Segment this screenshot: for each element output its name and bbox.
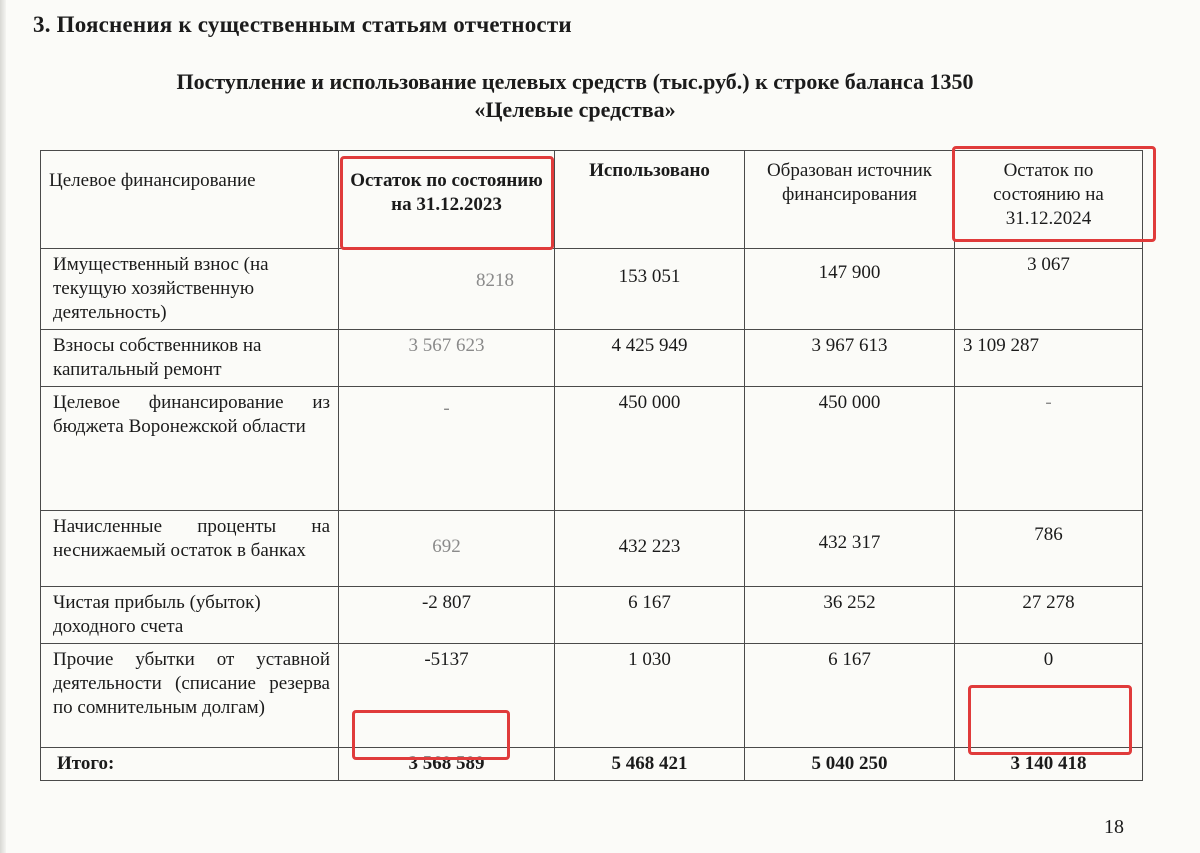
row-label: Чистая прибыль (убыток) доходного счета	[41, 587, 339, 644]
row-cell: 1 030	[555, 644, 745, 748]
header-source-formed: Образован источник финансирования	[745, 151, 955, 249]
table-row	[41, 587, 1143, 644]
header-balance-2024: Остаток по состоянию на 31.12.2024	[955, 151, 1143, 249]
header-used: Использовано	[555, 151, 745, 249]
row-cell: 147 900	[745, 249, 955, 330]
row-cell: 432 317	[745, 511, 955, 587]
row-cell: 3 067	[955, 249, 1143, 330]
row-cell: 4 425 949	[555, 330, 745, 387]
page-edge	[0, 0, 6, 853]
row-cell: 692	[339, 511, 555, 587]
row-cell: 450 000	[555, 387, 745, 511]
row-cell: 36 252	[745, 587, 955, 644]
row-label: Начисленные проценты на неснижаемый остаток в банках	[41, 511, 339, 587]
table-title-line2: «Целевые средства»	[474, 97, 676, 122]
header-balance-2023: Остаток по состоянию на 31.12.2023	[339, 151, 555, 249]
row-cell: 0	[955, 644, 1143, 748]
table-row	[41, 387, 1143, 511]
row-cell: -	[955, 387, 1143, 511]
row-cell: 27 278	[955, 587, 1143, 644]
total-label: Итого:	[41, 748, 339, 781]
table-header-row	[41, 151, 1143, 249]
total-cell: 5 040 250	[745, 748, 955, 781]
table-row	[41, 330, 1143, 387]
table-total-row	[41, 748, 1143, 781]
row-cell: 8218	[339, 249, 555, 330]
row-cell: -	[339, 387, 555, 511]
table-title	[70, 68, 1080, 124]
total-cell: 3 140 418	[955, 748, 1143, 781]
table-row	[41, 644, 1143, 748]
row-label: Взносы собственников на капитальный ремонт	[41, 330, 339, 387]
header-funding: Целевое финансирование	[41, 151, 339, 249]
row-cell: 3 109 287	[955, 330, 1143, 387]
row-label: Имущественный взнос (на текущую хозяйственную деятельность)	[41, 249, 339, 330]
row-cell: -5137	[339, 644, 555, 748]
row-cell: 432 223	[555, 511, 745, 587]
row-cell: 786	[955, 511, 1143, 587]
row-cell: 3 967 613	[745, 330, 955, 387]
table-title-line1: Поступление и использование целевых средств (тыс.руб.) к строке баланса 1350	[176, 69, 974, 94]
row-cell: 153 051	[555, 249, 745, 330]
section-title: 3. Пояснения к существенным статьям отчетности	[33, 12, 572, 37]
table-row	[41, 511, 1143, 587]
total-cell: 5 468 421	[555, 748, 745, 781]
table-row	[41, 249, 1143, 330]
row-cell: 450 000	[745, 387, 955, 511]
targeted-funds-table	[40, 150, 1143, 781]
row-label: Целевое финансирование из бюджета Воронежской области	[41, 387, 339, 511]
row-label: Прочие убытки от уставной деятельности (списание резерва по сомнительным долгам)	[41, 644, 339, 748]
total-cell: 3 568 589	[339, 748, 555, 781]
page-number: 18	[1104, 816, 1124, 838]
row-cell: -2 807	[339, 587, 555, 644]
row-cell: 6 167	[555, 587, 745, 644]
row-cell: 6 167	[745, 644, 955, 748]
row-cell: 3 567 623	[339, 330, 555, 387]
